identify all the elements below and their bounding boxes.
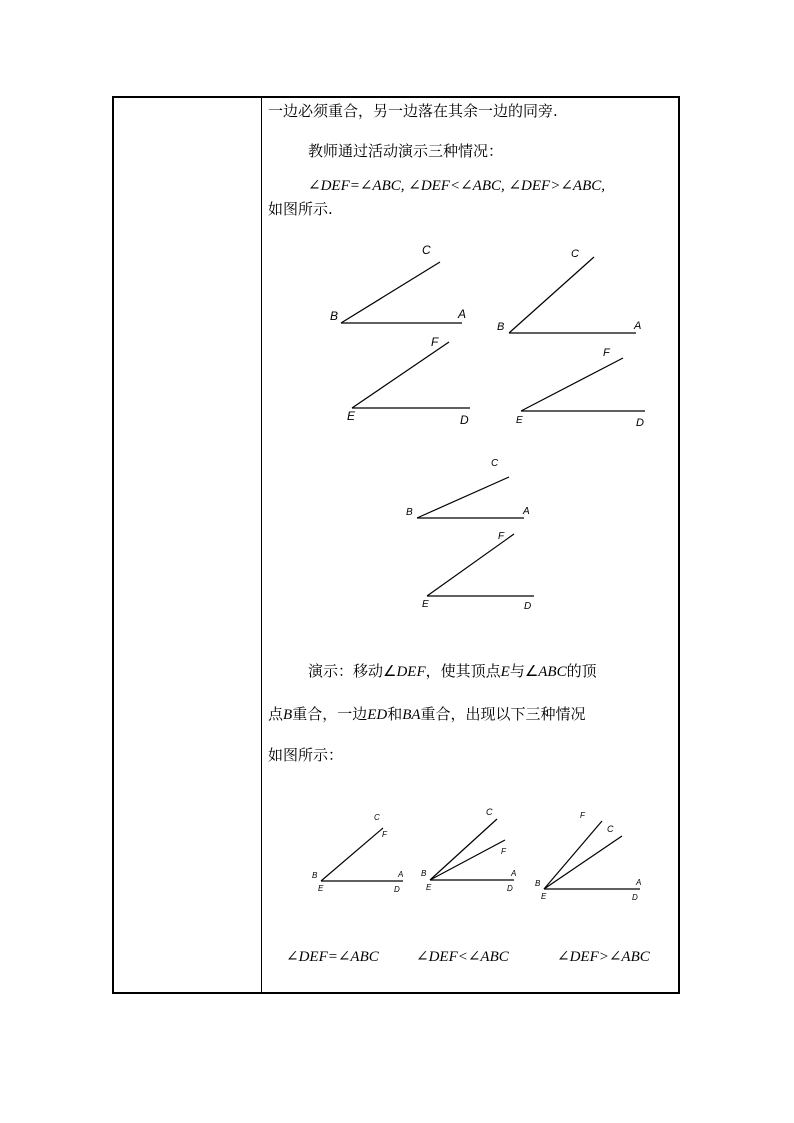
- label-c-6: C: [607, 824, 614, 834]
- label-e-1: E: [347, 409, 356, 423]
- label-d-3: D: [524, 601, 532, 612]
- label-f-2: F: [603, 347, 610, 359]
- label-c-5: C: [486, 807, 493, 817]
- caption-greater: ∠DEF>∠ABC: [557, 949, 650, 965]
- label-b-3: B: [406, 507, 413, 518]
- label-c-1: C: [422, 243, 431, 257]
- label-c-4: C: [374, 813, 380, 822]
- label-c-3: C: [491, 458, 499, 469]
- figure-def-2: [521, 358, 645, 411]
- label-d-4: D: [394, 885, 400, 894]
- label-e-6: E: [541, 892, 547, 901]
- caption-less: ∠DEF<∠ABC: [416, 949, 509, 965]
- demo-line-1: 演示：移动∠DEF，使其顶点E与∠ABC的顶: [308, 662, 597, 680]
- label-e-2: E: [516, 415, 523, 426]
- label-f-4: F: [382, 830, 387, 839]
- text-line-2: 教师通过活动演示三种情况：: [308, 142, 504, 160]
- label-a-4: A: [398, 870, 404, 879]
- label-f-1: F: [431, 335, 439, 349]
- figure-abc-3: [417, 477, 524, 518]
- label-b-4: B: [312, 871, 318, 880]
- label-a-1: A: [458, 307, 467, 321]
- label-e-5: E: [426, 883, 432, 892]
- figure-def-1: [352, 342, 470, 408]
- label-a-3: A: [523, 506, 530, 517]
- label-e-3: E: [422, 599, 429, 610]
- label-d-6: D: [632, 893, 638, 902]
- label-b-6: B: [535, 879, 541, 888]
- label-c-2: C: [571, 248, 579, 260]
- label-b-5: B: [421, 869, 427, 878]
- figure-def-3: [427, 534, 534, 596]
- label-f-5: F: [501, 847, 506, 856]
- caption-equal: ∠DEF=∠ABC: [286, 949, 379, 965]
- label-a-5: A: [511, 869, 517, 878]
- text-line-1: 一边必须重合，另一边落在其余一边的同旁.: [268, 102, 558, 120]
- label-a-6: A: [636, 878, 642, 887]
- text-line-3: ∠DEF=∠ABC, ∠DEF<∠ABC, ∠DEF>∠ABC,: [308, 178, 605, 194]
- label-e-4: E: [318, 884, 324, 893]
- label-b-1: B: [330, 309, 339, 323]
- label-b-2: B: [497, 321, 505, 333]
- label-d-2: D: [636, 417, 644, 429]
- text-line-4: 如图所示.: [268, 200, 333, 218]
- label-f-6: F: [580, 811, 585, 820]
- label-d-1: D: [460, 413, 469, 427]
- demo-line-2: 点B重合，一边ED和BA重合，出现以下三种情况: [268, 705, 586, 723]
- demo-line-3: 如图所示：: [268, 746, 344, 764]
- label-a-2: A: [634, 320, 642, 332]
- label-d-5: D: [507, 884, 513, 893]
- label-f-3: F: [498, 531, 505, 542]
